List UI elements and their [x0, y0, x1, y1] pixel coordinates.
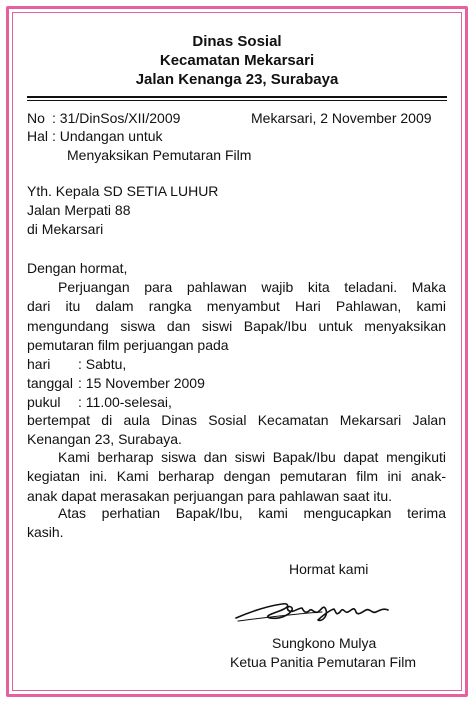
signatory-name: Sungkono Mulya: [272, 635, 377, 651]
handwritten-signature: [232, 590, 412, 626]
recipient-line-1: Yth. Kepala SD SETIA LUHUR: [27, 183, 219, 199]
paragraph-2-line: kegiatan ini. Kami berharap dengan pemutaran film ini anak-: [27, 468, 446, 485]
letterhead-address: Jalan Kenanga 23, Surabaya: [135, 71, 339, 88]
closing-salutation: Hormat kami: [289, 561, 369, 577]
schedule-date-value: : 15 November 2009: [78, 375, 205, 391]
paragraph-2: [27, 448, 446, 506]
letterhead-district: Kecamatan Mekarsari: [159, 52, 315, 69]
subject-value: : Undangan untuk: [52, 128, 163, 144]
number-label: No: [27, 110, 45, 126]
paragraph-1-line: dari itu dalam rangka menyambut Hari Pahlawan, kami: [27, 298, 446, 315]
greeting: Dengan hormat,: [27, 260, 128, 276]
paragraph-3-line: kasih.: [27, 524, 64, 541]
paragraph-3: [27, 504, 446, 543]
schedule-day-value: : Sabtu,: [78, 356, 127, 372]
paragraph-3-line: Atas perhatian Bapak/Ibu, kami mengucapkan terima: [58, 505, 446, 521]
recipient-line-2: Jalan Merpati 88: [27, 202, 131, 218]
venue-line: bertempat di aula Dinas Sosial Kecamatan Mekarsari Jalan: [27, 412, 446, 428]
paragraph-1-line: mengundang siswa dan siswi Bapak/Ibu untuk menyaksikan: [27, 317, 446, 334]
signatory-title: Ketua Panitia Pemutaran Film: [230, 654, 416, 670]
paragraph-1-line: Perjuangan para pahlawan wajib kita teladani. Maka: [58, 279, 446, 295]
number-value: : 31/DinSos/XII/2009: [52, 110, 181, 126]
schedule-day-label: hari: [27, 356, 51, 372]
paragraph-2-line: anak dapat merasakan perjuangan para pahlawan saat itu.: [27, 487, 393, 504]
paragraph-1: [27, 278, 446, 356]
venue-line: Kenangan 23, Surabaya.: [27, 431, 182, 448]
schedule-time-value: : 11.00-selesai,: [78, 394, 172, 410]
venue-paragraph: [27, 411, 446, 450]
paragraph-2-line: Kami berharap siswa dan siswi Bapak/Ibu dapat mengikuti: [58, 449, 446, 465]
schedule-time-label: pukul: [27, 394, 61, 410]
place-date: Mekarsari, 2 November 2009: [251, 110, 432, 126]
letterhead-rule-thick: [27, 96, 447, 98]
subject-label: Hal: [27, 128, 49, 144]
letterhead-org: Dinas Sosial: [192, 33, 282, 50]
schedule-date-label: tanggal: [27, 375, 73, 391]
letterhead-rule-thin: [27, 100, 447, 101]
recipient-line-3: di Mekarsari: [27, 221, 104, 237]
subject-value-continued: Menyaksikan Pemutaran Film: [67, 147, 252, 163]
paragraph-1-line: pemutaran film perjuangan pada: [27, 337, 229, 354]
